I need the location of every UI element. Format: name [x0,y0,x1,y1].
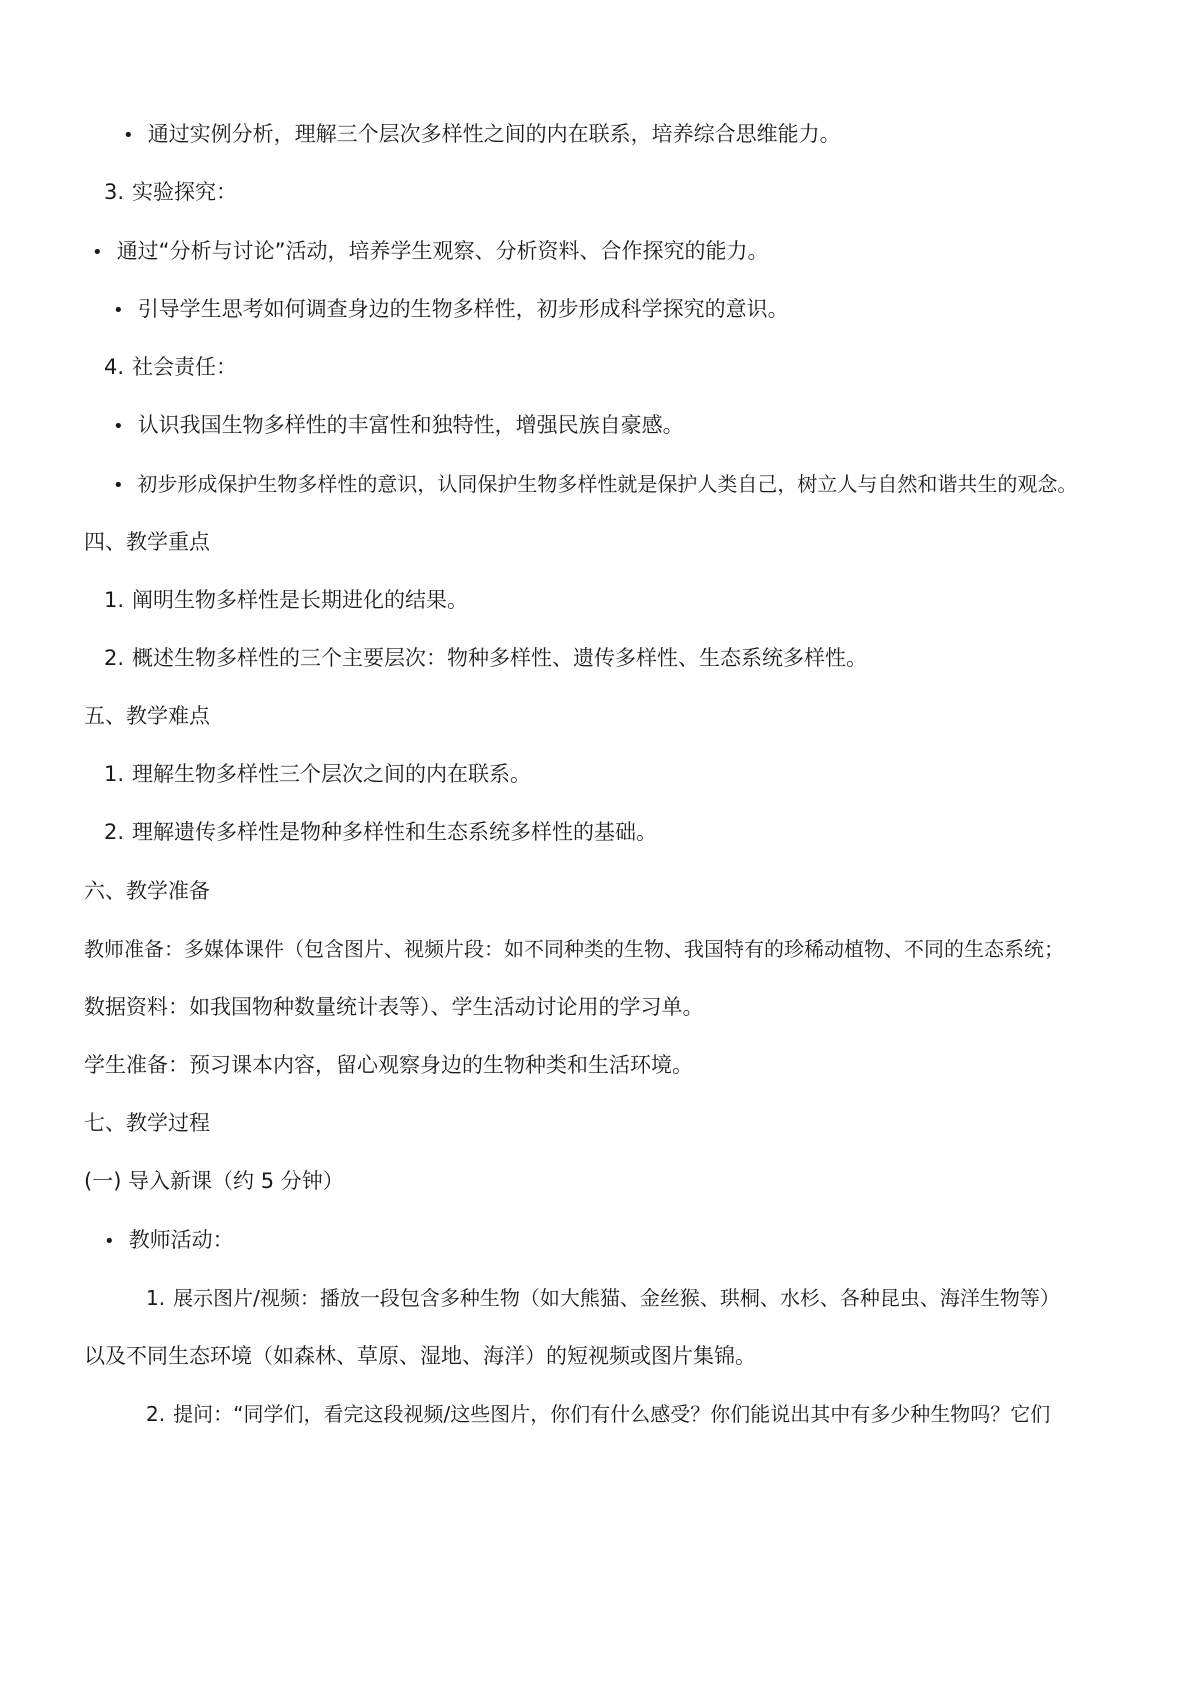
heading-text: (一) 导入新课（约 5 分钟） [84,1169,344,1193]
item-number: 2. [104,646,125,670]
item-number: 2. [104,820,125,844]
item-text: 提问：“同学们，看完这段视频/这些图片，你们有什么感受？你们能说出其中有多少种生物吗？它们 [173,1402,1051,1426]
bullet-text: 通过实例分析，理解三个层次多样性之间的内在联系，培养综合思维能力。 [147,122,841,146]
paragraph-text: 教师准备：多媒体课件（包含图片、视频片段：如不同种类的生物、我国特有的珍稀动植物、不同的生态系统； [84,937,1064,961]
objective-bullet-integrated-thinking [123,120,841,150]
item-number: 4. [104,355,125,379]
paragraph-text: 数据资料：如我国物种数量统计表等）、学生活动讨论用的学习单。 [84,995,704,1019]
paragraph-teacher-preparation [84,935,1064,963]
activity-step-1-cont [84,1342,756,1370]
key-point-item-1 [104,586,468,614]
objective-item-social-responsibility [104,353,237,381]
section-heading-process [84,1109,210,1137]
heading-text: 六、教学准备 [84,879,210,903]
item-number: 3. [104,180,125,204]
item-text: 理解遗传多样性是物种多样性和生态系统多样性的基础。 [132,820,658,844]
objective-bullet-national-pride [113,411,684,441]
paragraph-student-preparation [84,1051,693,1079]
item-number: 1. [146,1286,166,1310]
activity-step-2 [146,1400,1050,1428]
subsection-heading-intro [84,1167,344,1195]
difficulty-item-2 [104,818,657,846]
teacher-activity-label [104,1226,234,1256]
objective-bullet-investigation [113,295,789,325]
item-text: 概述生物多样性的三个主要层次：物种多样性、遗传多样性、生态系统多样性。 [132,646,868,670]
section-heading-preparation [84,877,210,905]
bullet-text: 教师活动： [128,1228,234,1252]
objective-item-experiment [104,178,237,206]
item-text: 阐明生物多样性是长期进化的结果。 [132,588,469,612]
section-heading-key-points [84,528,210,556]
heading-text: 七、教学过程 [84,1111,210,1135]
item-number: 1. [104,588,125,612]
bullet-text: 认识我国生物多样性的丰富性和独特性，增强民族自豪感。 [137,413,684,437]
paragraph-text: 学生准备：预习课本内容，留心观察身边的生物种类和生活环境。 [84,1053,693,1077]
objective-bullet-analysis-discussion [92,237,768,267]
paragraph-text: 以及不同生态环境（如森林、草原、湿地、海洋）的短视频或图片集锦。 [84,1344,756,1368]
bullet-text: 引导学生思考如何调查身边的生物多样性，初步形成科学探究的意识。 [137,297,789,321]
section-heading-difficulties [84,702,210,730]
difficulty-item-1 [104,760,531,788]
item-number: 1. [104,762,125,786]
item-text: 社会责任： [132,355,238,379]
paragraph-teacher-preparation-cont [84,993,704,1021]
heading-text: 五、教学难点 [84,704,210,728]
item-text: 实验探究： [132,180,238,204]
item-text: 理解生物多样性三个层次之间的内在联系。 [132,762,532,786]
objective-bullet-protection-awareness [113,470,1077,500]
key-point-item-2 [104,644,867,672]
heading-text: 四、教学重点 [84,530,210,554]
activity-step-1 [146,1284,1060,1312]
item-text: 展示图片/视频：播放一段包含多种生物（如大熊猫、金丝猴、珙桐、水杉、各种昆虫、海洋生物等） [173,1286,1060,1310]
item-number: 2. [146,1402,166,1426]
bullet-text: 初步形成保护生物多样性的意识，认同保护生物多样性就是保护人类自己，树立人与自然和谐共生的观念。 [137,472,1078,496]
bullet-text: 通过“分析与讨论”活动，培养学生观察、分析资料、合作探究的能力。 [116,239,769,263]
